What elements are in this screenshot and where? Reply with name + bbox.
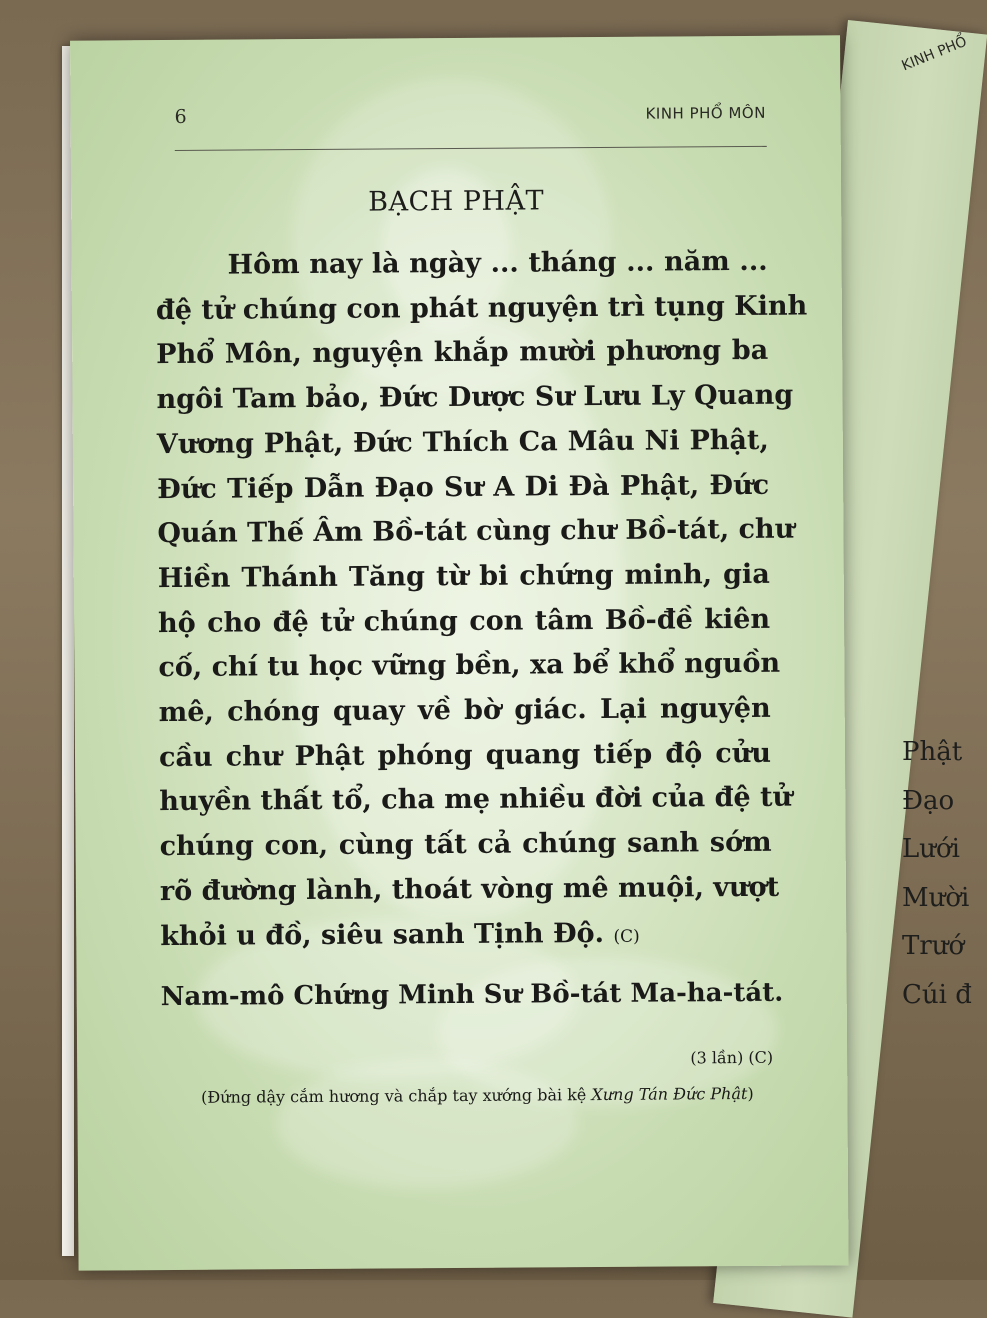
- bell-marker: (C): [613, 926, 640, 947]
- body-line: Hôm nay là ngày ... tháng ... năm ...: [227, 245, 768, 281]
- body-line: Phổ Môn, nguyện khắp mười phương ba: [156, 335, 769, 371]
- instruction-close: ): [747, 1083, 754, 1103]
- instruction-hymn-title: Xưng Tán Đức Phật: [591, 1083, 748, 1105]
- invocation-line: Nam-mô Chứng Minh Sư Bồ-tát Ma-ha-tát.: [160, 977, 784, 1013]
- body-line: đệ tử chúng con phát nguyện trì tụng Kinh: [155, 290, 808, 326]
- instruction-text: (Đứng dậy cắm hương và chắp tay xướng bài kệ: [201, 1085, 592, 1107]
- body-line: hộ cho đệ tử chúng con tâm Bồ-đề kiên: [157, 603, 771, 639]
- body-line: Đức Tiếp Dẫn Đạo Sư A Di Đà Phật, Đức: [157, 469, 770, 505]
- section-title: BẠCH PHẬT: [368, 185, 545, 218]
- running-header: KINH PHỔ MÔN: [645, 103, 766, 123]
- body-line: cố, chí tu học vững bền, xa bể khổ nguồn: [158, 648, 781, 684]
- page-number: 6: [174, 105, 187, 128]
- next-page-line: Mười: [902, 882, 970, 913]
- body-line: Vương Phật, Đức Thích Ca Mâu Ni Phật,: [156, 424, 769, 460]
- next-page-line: Đạo: [902, 785, 955, 816]
- body-line: Hiền Thánh Tăng từ bi chứng minh, gia: [157, 558, 770, 595]
- next-page-line: Trướ: [902, 931, 965, 961]
- body-line-text: khỏi u đồ, siêu sanh Tịnh Độ.: [160, 917, 605, 952]
- next-page-text: [902, 728, 972, 1019]
- next-page-line: Cúi đ: [902, 979, 972, 1010]
- next-page-header: KINH PHỔ: [899, 33, 970, 75]
- body-line-final: [160, 910, 772, 962]
- body-line: mê, chóng quay về bờ giác. Lại nguyện: [158, 692, 771, 729]
- body-line: huyền thất tổ, cha mẹ nhiều đời của đệ tử: [159, 782, 793, 818]
- repeat-note: (3 lần) (C): [690, 1047, 774, 1068]
- cloud-illustration: [277, 1057, 578, 1189]
- body-line: ngôi Tam bảo, Đức Dược Sư Lưu Ly Quang: [156, 379, 794, 416]
- next-page-line: Phật: [902, 737, 963, 767]
- body-line: chúng con, cùng tất cả chúng sanh sớm: [159, 826, 772, 863]
- body-paragraph: [155, 240, 808, 963]
- body-line: cầu chư Phật phóng quang tiếp độ cửu: [158, 737, 772, 773]
- ritual-instruction: [177, 1084, 777, 1107]
- body-line: Quán Thế Âm Bồ-tát cùng chư Bồ-tát, chư: [157, 513, 795, 550]
- body-line: rõ đường lành, thoát vòng mê muội, vượt: [159, 871, 780, 907]
- next-page-line: Lưới: [902, 834, 960, 864]
- book-page: [70, 35, 849, 1270]
